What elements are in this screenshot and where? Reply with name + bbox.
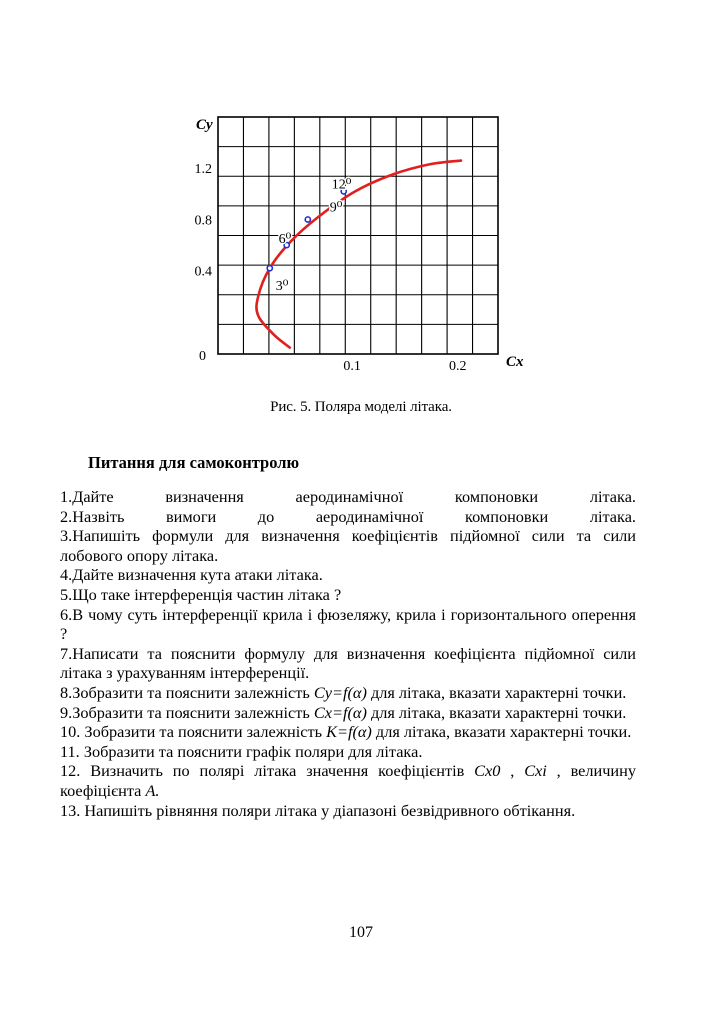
question-3: 3.Напишіть формули для визначення коефіцієнтів підйомної сили та сили лобового опору літака. xyxy=(60,526,636,565)
x-tick-label: 0.2 xyxy=(448,359,467,374)
angle-label: 9⁰ xyxy=(329,200,343,216)
question-10: 10. Зобразити та пояснити залежність K=f(α) для літака, вказати характерні точки. xyxy=(60,722,632,742)
question-12: 12. Визначить по полярі літака значення коефіцієнтів Cx0 , Cxi , величину коефіцієнта A. xyxy=(60,761,636,800)
question-6: 6.В чому суть інтерференції крила і фюзеляжу, крила і горизонтального оперення ? xyxy=(60,604,636,644)
polar-curve xyxy=(256,161,461,348)
question-11: 11. Зобразити та пояснити графік поляри для літака. xyxy=(60,741,423,761)
x-axis-label: Cx xyxy=(506,354,524,370)
section-heading: Питання для самоконтролю xyxy=(88,453,300,472)
angle-label: 6⁰ xyxy=(278,232,292,248)
question-7: 7.Написати та пояснити формулу для визначення коефіцієнта підйомної сили літака з урахуванням інтерференції. xyxy=(60,643,636,683)
question-13: 13. Напишіть рівняння поляри літака у діапазоні безвідривного обтікання. xyxy=(60,800,576,820)
x-tick-label: 0.1 xyxy=(343,359,361,374)
polar-chart xyxy=(180,105,540,375)
angle-marker xyxy=(267,266,272,271)
origin-label: 0 xyxy=(199,349,206,364)
angle-label: 3⁰ xyxy=(275,279,289,295)
question-1: 1.Дайте визначення аеродинамічної компоновки літака. xyxy=(60,487,636,506)
question-9: 9.Зобразити та пояснити залежність Cx=f(α) для літака, вказати характерні точки. xyxy=(60,702,627,722)
chart-curve-layer xyxy=(256,161,461,348)
angle-marker xyxy=(305,217,310,222)
questions-list xyxy=(60,487,636,820)
figure-caption: Рис. 5. Поляра моделі літака. xyxy=(270,399,452,415)
question-8: 8.Зобразити та пояснити залежність Cy=f(α) для літака, вказати характерні точки. xyxy=(60,682,627,702)
question-4: 4.Дайте визначення кута атаки літака. xyxy=(60,565,323,585)
question-2: 2.Назвіть вимоги до аеродинамічної компоновки літака. xyxy=(60,506,636,526)
y-axis-label: Cy xyxy=(196,117,213,133)
question-5: 5.Що таке інтерференція частин літака ? xyxy=(60,584,342,604)
angle-label: 12⁰ xyxy=(331,177,352,193)
page-number: 107 xyxy=(349,924,373,941)
y-tick-label: 0.8 xyxy=(194,213,212,229)
y-tick-label: 1.2 xyxy=(194,162,212,178)
y-tick-label: 0.4 xyxy=(194,264,212,280)
